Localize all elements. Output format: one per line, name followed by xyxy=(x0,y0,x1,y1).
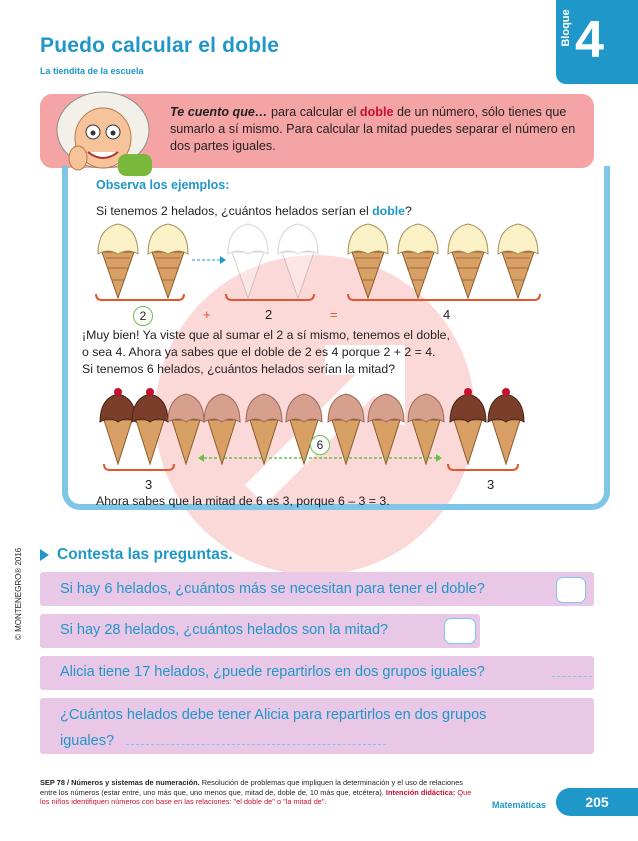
bloque-number: 4 xyxy=(575,11,604,69)
q1-highlight: doble xyxy=(372,204,405,218)
question-4-line-2: iguales? xyxy=(60,733,115,749)
footer-note xyxy=(40,778,480,807)
example-question-1 xyxy=(96,203,412,220)
question-4-line-1: ¿Cuántos helados debe tener Alicia para repartirlos en dos grupos xyxy=(60,707,487,723)
q1-after: ? xyxy=(404,204,412,218)
explanation-line-2: o sea 4. Ahora ya sabes que el doble de 2 es 4 porque 2 + 2 = 4. xyxy=(82,345,436,359)
page-subtitle: La tiendita de la escuela xyxy=(40,66,144,76)
copyright: © MONTENEGRO® 2016 xyxy=(14,547,23,640)
bloque-label: Bloque xyxy=(560,9,572,47)
activity-heading-text: Contesta las preguntas. xyxy=(57,546,233,563)
explanation-line-1: ¡Muy bien! Ya viste que al sumar el 2 a sí mismo, tenemos el doble, xyxy=(82,328,450,342)
answer-box-2[interactable] xyxy=(444,618,476,644)
footer-intent-label: Intención didáctica: xyxy=(385,787,456,797)
tip-highlight: doble xyxy=(359,105,394,119)
footer-intent-text: Que los niños identifiquen números con base en las relaciones: "el doble de" o "la mitad de". xyxy=(40,787,472,806)
footer-ref-text: Resolución de problemas que impliquen la determinación y el uso de relaciones entre los números (estar entre, uno más que, uno menos que, mitad de, doble de, 10 más que, etcétera). xyxy=(40,778,463,797)
answer-box-1[interactable] xyxy=(556,577,586,603)
tip-part1: para calcular el xyxy=(267,105,360,119)
eq-equals: = xyxy=(330,307,338,322)
eq-result: 4 xyxy=(443,307,451,322)
explanation-line-3: Si tenemos 6 helados, ¿cuántos helados serían la mitad? xyxy=(82,362,396,376)
answer-line-3[interactable] xyxy=(552,676,592,677)
page-title: Puedo calcular el doble xyxy=(40,34,280,57)
question-1: Si hay 6 helados, ¿cuántos más se necesitan para tener el doble? xyxy=(60,581,485,597)
tip-part2: de un número, sólo tienes que sumarlo a sí mismo. Para calcular la mitad puedes separar el número en dos partes iguales. xyxy=(170,105,576,153)
half-total: 6 xyxy=(310,435,330,455)
question-3: Alicia tiene 17 helados, ¿puede repartirlos en dos grupos iguales? xyxy=(60,664,485,680)
conclusion: Ahora sabes que la mitad de 6 es 3, porque 6 – 3 = 3. xyxy=(96,494,390,508)
half-right: 3 xyxy=(487,477,495,492)
half-left: 3 xyxy=(145,477,153,492)
examples-heading: Observa los ejemplos: xyxy=(96,178,230,192)
answer-line-4[interactable] xyxy=(126,744,386,745)
eq-plus: + xyxy=(203,307,211,322)
subject-label: Matemáticas xyxy=(492,800,547,810)
page-number: 205 xyxy=(556,788,638,816)
professor-icon xyxy=(48,88,158,178)
question-2: Si hay 28 helados, ¿cuántos helados son la mitad? xyxy=(60,622,389,638)
q1-before: Si tenemos 2 helados, ¿cuántos helados serían el xyxy=(96,204,373,218)
tip-lead: Te cuento que… xyxy=(170,105,268,119)
ice-cream-halves-illustration xyxy=(96,384,546,476)
eq-addend-1: 2 xyxy=(133,306,153,326)
triangle-icon xyxy=(40,549,49,561)
footer-ref: SEP 78 / Números y sistemas de numeración. xyxy=(40,778,200,787)
ice-cream-doubles-illustration xyxy=(90,222,550,304)
eq-addend-2: 2 xyxy=(265,307,273,322)
tip-text xyxy=(170,104,578,155)
activity-heading xyxy=(40,546,233,564)
